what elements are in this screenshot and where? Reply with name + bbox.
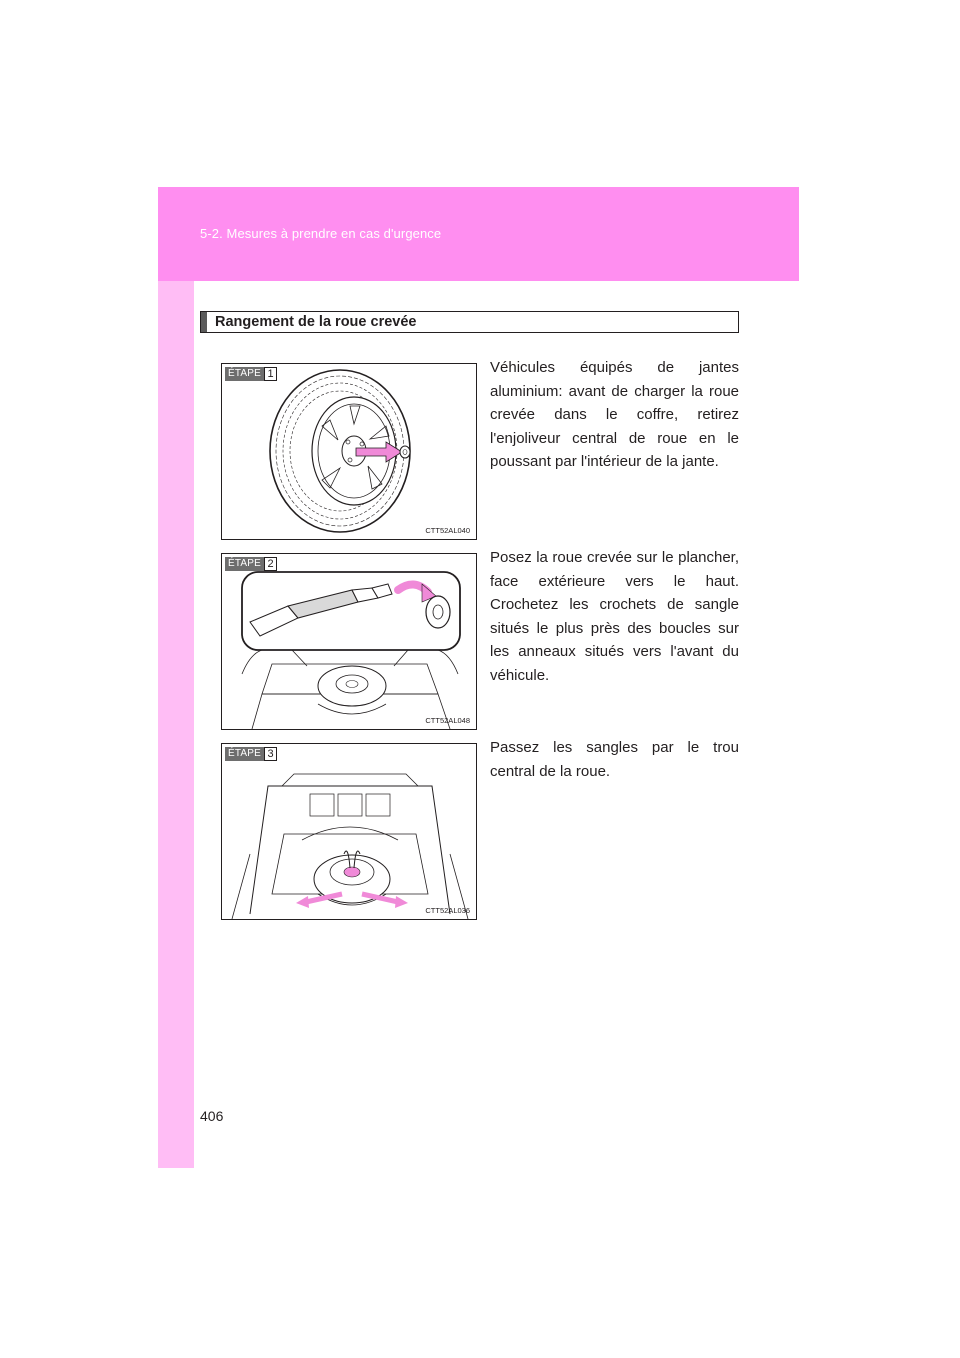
figure-step-1	[221, 363, 477, 540]
step-number: 3	[264, 747, 277, 761]
wheel-illustration	[222, 364, 477, 540]
section-title	[200, 311, 739, 333]
step-badge-3	[225, 747, 277, 761]
strap-through-wheel-illustration	[222, 744, 477, 920]
step-2-text: Posez la roue crevée sur le plancher, face extérieure vers le haut. Crochetez les crochets de sangle situés le plus près des boucles sur les anneaux situés vers l'avant du véhicule.	[490, 549, 739, 684]
step-number: 1	[264, 367, 277, 381]
step-label: ÉTAPE	[225, 747, 264, 761]
figure-step-2	[221, 553, 477, 730]
step-3-text: Passez les sangles par le trou central de la roue.	[490, 739, 739, 780]
section-title-text: Rangement de la roue crevée	[215, 314, 417, 330]
figure-code: CTT52AL048	[425, 716, 470, 725]
side-band	[158, 281, 194, 1168]
page-number: 406	[200, 1108, 224, 1124]
step-label: ÉTAPE	[225, 557, 264, 571]
step-badge-2	[225, 557, 277, 571]
strap-hook-illustration	[222, 554, 477, 730]
figure-code: CTT52AL040	[425, 526, 470, 535]
step-number: 2	[264, 557, 277, 571]
figure-step-3	[221, 743, 477, 920]
title-marker	[201, 312, 207, 332]
step-1-text: Véhicules équipés de jantes aluminium: avant de charger la roue crevée dans le coffre, retirez l'enjoliveur central de roue en le poussant par l'intérieur de la jante.	[490, 359, 739, 470]
step-badge-1	[225, 367, 277, 381]
chapter-header: 5-2. Mesures à prendre en cas d'urgence	[200, 226, 442, 241]
figure-code: CTT52AL036	[425, 906, 470, 915]
step-label: ÉTAPE	[225, 367, 264, 381]
